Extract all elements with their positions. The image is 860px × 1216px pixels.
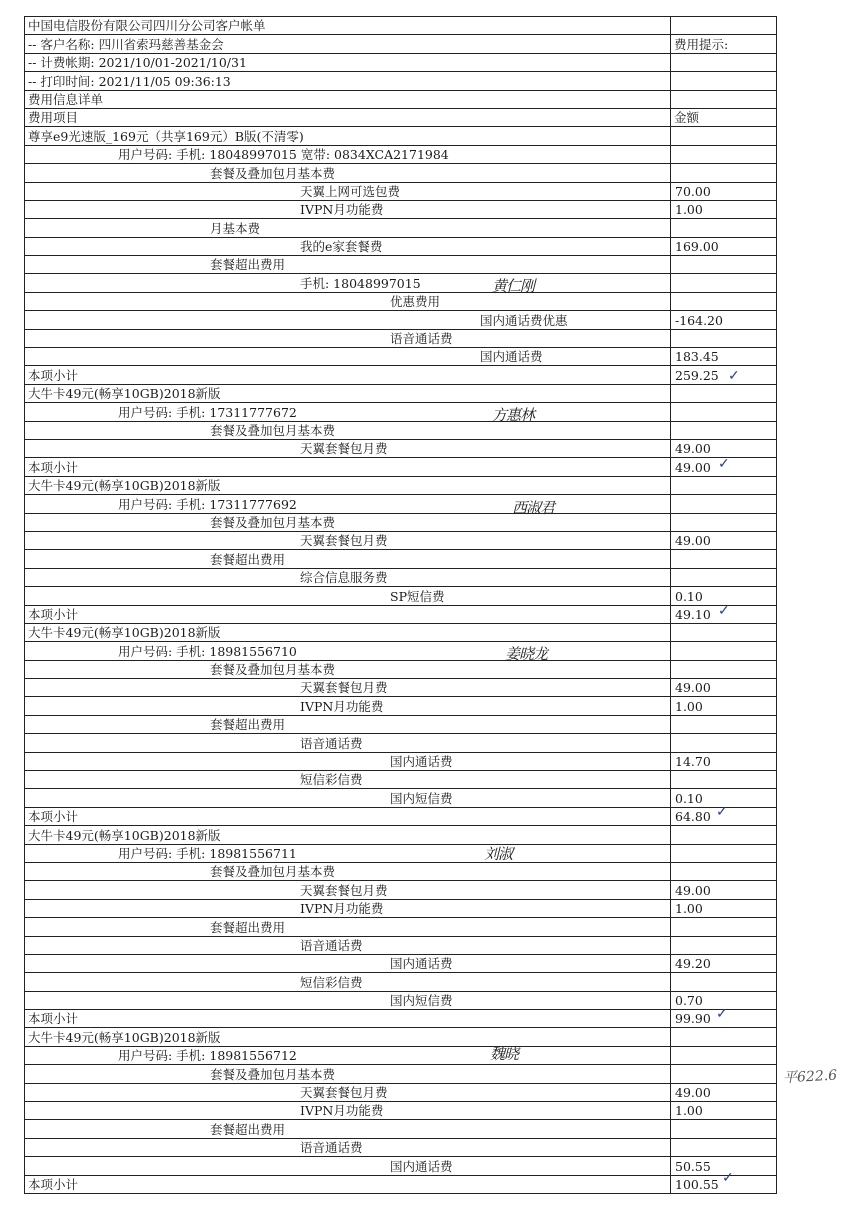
table-row bbox=[25, 531, 777, 549]
table-row bbox=[25, 1046, 777, 1064]
detail-heading: 费用信息详单 bbox=[25, 90, 671, 108]
table-row bbox=[25, 734, 777, 752]
fee-item-label: 用户号码: 手机: 17311777692 bbox=[25, 495, 671, 513]
fee-item-label: 天翼套餐包月费 bbox=[25, 531, 671, 549]
fee-item-label: 语音通话费 bbox=[25, 936, 671, 954]
fee-amount bbox=[671, 513, 777, 531]
fee-amount: 49.00 bbox=[671, 679, 777, 697]
table-row bbox=[25, 936, 777, 954]
fee-item-label: 套餐及叠加包月基本费 bbox=[25, 421, 671, 439]
table-row bbox=[25, 513, 777, 531]
table-row bbox=[25, 1083, 777, 1101]
fee-amount bbox=[671, 476, 777, 494]
handwritten-name: 刘淑 bbox=[484, 845, 513, 863]
fee-item-label: 套餐超出费用 bbox=[25, 550, 671, 568]
fee-amount bbox=[671, 973, 777, 991]
check-mark-icon: ✓ bbox=[718, 456, 730, 472]
fee-item-label: 套餐超出费用 bbox=[25, 918, 671, 936]
fee-item-label: 天翼套餐包月费 bbox=[25, 881, 671, 899]
fee-item-label: 月基本费 bbox=[25, 219, 671, 237]
margin-note: 平622.6 bbox=[782, 1067, 838, 1087]
fee-amount: 70.00 bbox=[671, 182, 777, 200]
fee-amount bbox=[671, 844, 777, 862]
table-row bbox=[25, 1102, 777, 1120]
fee-amount bbox=[671, 936, 777, 954]
fee-item-label: 本项小计 bbox=[25, 1175, 671, 1193]
fee-item-label: 大牛卡49元(畅享10GB)2018新版 bbox=[25, 476, 671, 494]
subtotal-row bbox=[25, 366, 777, 384]
fee-item-label: 用户号码: 手机: 18981556711 bbox=[25, 844, 671, 862]
detail-heading-row bbox=[25, 90, 777, 108]
fee-item-label: 大牛卡49元(畅享10GB)2018新版 bbox=[25, 384, 671, 402]
fee-amount: 259.25 bbox=[671, 366, 777, 384]
table-row bbox=[25, 292, 777, 310]
fee-item-label: 短信彩信费 bbox=[25, 771, 671, 789]
fee-amount bbox=[671, 642, 777, 660]
fee-amount: 1.00 bbox=[671, 1102, 777, 1120]
check-mark-icon: ✓ bbox=[716, 804, 728, 820]
fee-amount bbox=[671, 862, 777, 880]
fee-item-label: 尊享e9光速版_169元（共享169元）B版(不清零) bbox=[25, 127, 671, 145]
fee-amount bbox=[671, 918, 777, 936]
fee-item-label: 套餐及叠加包月基本费 bbox=[25, 1065, 671, 1083]
table-row bbox=[25, 145, 777, 163]
fee-amount: 99.90 bbox=[671, 1010, 777, 1028]
check-mark-icon: ✓ bbox=[728, 368, 740, 384]
table-row bbox=[25, 660, 777, 678]
bill-table bbox=[24, 16, 777, 1194]
fee-item-label: 套餐超出费用 bbox=[25, 1120, 671, 1138]
customer-row bbox=[25, 35, 777, 53]
fee-amount bbox=[671, 771, 777, 789]
period-row bbox=[25, 53, 777, 71]
fee-amount: 49.00 bbox=[671, 1083, 777, 1101]
fee-amount bbox=[671, 715, 777, 733]
fee-amount bbox=[671, 292, 777, 310]
fee-amount bbox=[671, 1028, 777, 1046]
fee-item-label: 大牛卡49元(畅享10GB)2018新版 bbox=[25, 1028, 671, 1046]
handwritten-name: 方惠林 bbox=[492, 406, 535, 424]
table-row bbox=[25, 311, 777, 329]
table-row bbox=[25, 771, 777, 789]
table-row bbox=[25, 642, 777, 660]
fee-tip: 费用提示: bbox=[671, 35, 777, 53]
subtotal-row bbox=[25, 458, 777, 476]
table-row bbox=[25, 495, 777, 513]
fee-amount bbox=[671, 495, 777, 513]
fee-amount: 100.55 bbox=[671, 1175, 777, 1193]
fee-item-label: IVPN月功能费 bbox=[25, 697, 671, 715]
fee-amount bbox=[671, 1065, 777, 1083]
table-row bbox=[25, 918, 777, 936]
fee-item-label: 套餐超出费用 bbox=[25, 715, 671, 733]
fee-item-label: 国内通话费 bbox=[25, 752, 671, 770]
table-row bbox=[25, 881, 777, 899]
fee-amount bbox=[671, 164, 777, 182]
table-row bbox=[25, 1028, 777, 1046]
fee-item-label: 天翼套餐包月费 bbox=[25, 439, 671, 457]
table-row bbox=[25, 715, 777, 733]
fee-item-label: 本项小计 bbox=[25, 605, 671, 623]
fee-amount bbox=[671, 550, 777, 568]
fee-item-label: IVPN月功能费 bbox=[25, 899, 671, 917]
fee-amount: 0.10 bbox=[671, 789, 777, 807]
fee-amount bbox=[671, 734, 777, 752]
fee-amount bbox=[671, 329, 777, 347]
fee-amount bbox=[671, 421, 777, 439]
table-row bbox=[25, 237, 777, 255]
fee-amount: 14.70 bbox=[671, 752, 777, 770]
handwritten-name: 西淑君 bbox=[512, 499, 555, 517]
table-row bbox=[25, 348, 777, 366]
fee-amount bbox=[671, 384, 777, 402]
fee-amount: 1.00 bbox=[671, 899, 777, 917]
fee-amount: 169.00 bbox=[671, 237, 777, 255]
check-mark-icon: ✓ bbox=[718, 603, 730, 619]
fee-item-label: 套餐及叠加包月基本费 bbox=[25, 513, 671, 531]
fee-item-label: 本项小计 bbox=[25, 458, 671, 476]
fee-item-label: 大牛卡49元(畅享10GB)2018新版 bbox=[25, 623, 671, 641]
fee-item-label: 本项小计 bbox=[25, 807, 671, 825]
fee-amount bbox=[671, 568, 777, 586]
table-row bbox=[25, 200, 777, 218]
fee-amount: -164.20 bbox=[671, 311, 777, 329]
fee-item-label: 用户号码: 手机: 18981556712 bbox=[25, 1046, 671, 1064]
table-row bbox=[25, 421, 777, 439]
fee-item-label: 本项小计 bbox=[25, 1010, 671, 1028]
fee-amount: 49.00 bbox=[671, 531, 777, 549]
table-row bbox=[25, 476, 777, 494]
fee-item-label: 用户号码: 手机: 18048997015 宽带: 0834XCA2171984 bbox=[25, 145, 671, 163]
fee-amount: 50.55 bbox=[671, 1157, 777, 1175]
table-row bbox=[25, 550, 777, 568]
fee-amount: 0.10 bbox=[671, 587, 777, 605]
table-row bbox=[25, 256, 777, 274]
subtotal-row bbox=[25, 1175, 777, 1193]
print-time-row bbox=[25, 72, 777, 90]
table-row bbox=[25, 274, 777, 292]
fee-amount bbox=[671, 127, 777, 145]
fee-item-label: 国内短信费 bbox=[25, 789, 671, 807]
table-row bbox=[25, 752, 777, 770]
table-row bbox=[25, 329, 777, 347]
fee-amount bbox=[671, 623, 777, 641]
fee-item-label: 套餐及叠加包月基本费 bbox=[25, 660, 671, 678]
customer-name: -- 客户名称: 四川省索玛慈善基金会 bbox=[25, 35, 671, 53]
table-row bbox=[25, 1065, 777, 1083]
table-row bbox=[25, 826, 777, 844]
fee-item-label: 语音通话费 bbox=[25, 1138, 671, 1156]
table-row bbox=[25, 862, 777, 880]
fee-item-label: 国内通话费 bbox=[25, 954, 671, 972]
fee-amount bbox=[671, 1046, 777, 1064]
fee-item-label: IVPN月功能费 bbox=[25, 1102, 671, 1120]
fee-item-label: 国内通话费优惠 bbox=[25, 311, 671, 329]
title-row bbox=[25, 17, 777, 35]
fee-item-label: 天翼套餐包月费 bbox=[25, 1083, 671, 1101]
fee-amount bbox=[671, 274, 777, 292]
billing-period: -- 计费帐期: 2021/10/01-2021/10/31 bbox=[25, 53, 671, 71]
table-row bbox=[25, 1138, 777, 1156]
table-row bbox=[25, 697, 777, 715]
handwritten-name: 姜晓龙 bbox=[505, 645, 548, 663]
fee-item-label: 短信彩信费 bbox=[25, 973, 671, 991]
fee-amount: 183.45 bbox=[671, 348, 777, 366]
fee-item-label: 天翼套餐包月费 bbox=[25, 679, 671, 697]
col-amount-header: 金额 bbox=[671, 108, 777, 126]
fee-amount: 49.00 bbox=[671, 439, 777, 457]
table-row bbox=[25, 182, 777, 200]
table-row bbox=[25, 587, 777, 605]
fee-amount: 64.80 bbox=[671, 807, 777, 825]
print-time: -- 打印时间: 2021/11/05 09:36:13 bbox=[25, 72, 671, 90]
fee-item-label: 用户号码: 手机: 17311777672 bbox=[25, 403, 671, 421]
fee-amount: 1.00 bbox=[671, 697, 777, 715]
fee-item-label: 套餐及叠加包月基本费 bbox=[25, 164, 671, 182]
fee-item-label: 综合信息服务费 bbox=[25, 568, 671, 586]
fee-item-label: 国内通话费 bbox=[25, 348, 671, 366]
check-mark-icon: ✓ bbox=[722, 1170, 734, 1186]
table-row bbox=[25, 623, 777, 641]
fee-amount: 0.70 bbox=[671, 991, 777, 1009]
fee-amount: 49.20 bbox=[671, 954, 777, 972]
fee-item-label: 国内短信费 bbox=[25, 991, 671, 1009]
table-row bbox=[25, 1120, 777, 1138]
fee-item-label: 国内通话费 bbox=[25, 1157, 671, 1175]
table-row bbox=[25, 439, 777, 457]
table-row bbox=[25, 973, 777, 991]
table-row bbox=[25, 403, 777, 421]
fee-amount: 49.10 bbox=[671, 605, 777, 623]
table-row bbox=[25, 789, 777, 807]
fee-item-label: 用户号码: 手机: 18981556710 bbox=[25, 642, 671, 660]
table-row bbox=[25, 991, 777, 1009]
col-item-header: 费用项目 bbox=[25, 108, 671, 126]
table-row bbox=[25, 679, 777, 697]
fee-amount: 49.00 bbox=[671, 458, 777, 476]
subtotal-row bbox=[25, 605, 777, 623]
fee-amount bbox=[671, 660, 777, 678]
fee-amount bbox=[671, 256, 777, 274]
check-mark-icon: ✓ bbox=[716, 1006, 728, 1022]
fee-item-label: 本项小计 bbox=[25, 366, 671, 384]
fee-item-label: 套餐超出费用 bbox=[25, 256, 671, 274]
fee-item-label: 语音通话费 bbox=[25, 734, 671, 752]
table-row bbox=[25, 954, 777, 972]
table-row bbox=[25, 568, 777, 586]
fee-amount: 49.00 bbox=[671, 881, 777, 899]
fee-item-label: SP短信费 bbox=[25, 587, 671, 605]
fee-item-label: 大牛卡49元(畅享10GB)2018新版 bbox=[25, 826, 671, 844]
bill-title: 中国电信股份有限公司四川分公司客户帐单 bbox=[25, 17, 671, 35]
handwritten-name: 魏晓 bbox=[490, 1045, 519, 1063]
column-header-row bbox=[25, 108, 777, 126]
table-row bbox=[25, 384, 777, 402]
handwritten-name: 黄仁刚 bbox=[492, 277, 535, 295]
fee-amount bbox=[671, 219, 777, 237]
table-row bbox=[25, 899, 777, 917]
fee-amount bbox=[671, 145, 777, 163]
subtotal-row bbox=[25, 807, 777, 825]
fee-amount bbox=[671, 826, 777, 844]
fee-amount bbox=[671, 403, 777, 421]
table-row bbox=[25, 1157, 777, 1175]
table-row bbox=[25, 127, 777, 145]
fee-item-label: 优惠费用 bbox=[25, 292, 671, 310]
fee-item-label: 我的e家套餐费 bbox=[25, 237, 671, 255]
table-row bbox=[25, 844, 777, 862]
fee-item-label: 套餐及叠加包月基本费 bbox=[25, 862, 671, 880]
fee-item-label: 手机: 18048997015 bbox=[25, 274, 671, 292]
subtotal-row bbox=[25, 1010, 777, 1028]
fee-amount bbox=[671, 1120, 777, 1138]
fee-amount: 1.00 bbox=[671, 200, 777, 218]
table-row bbox=[25, 219, 777, 237]
fee-item-label: IVPN月功能费 bbox=[25, 200, 671, 218]
fee-amount bbox=[671, 1138, 777, 1156]
fee-item-label: 语音通话费 bbox=[25, 329, 671, 347]
table-row bbox=[25, 164, 777, 182]
fee-item-label: 天翼上网可选包费 bbox=[25, 182, 671, 200]
